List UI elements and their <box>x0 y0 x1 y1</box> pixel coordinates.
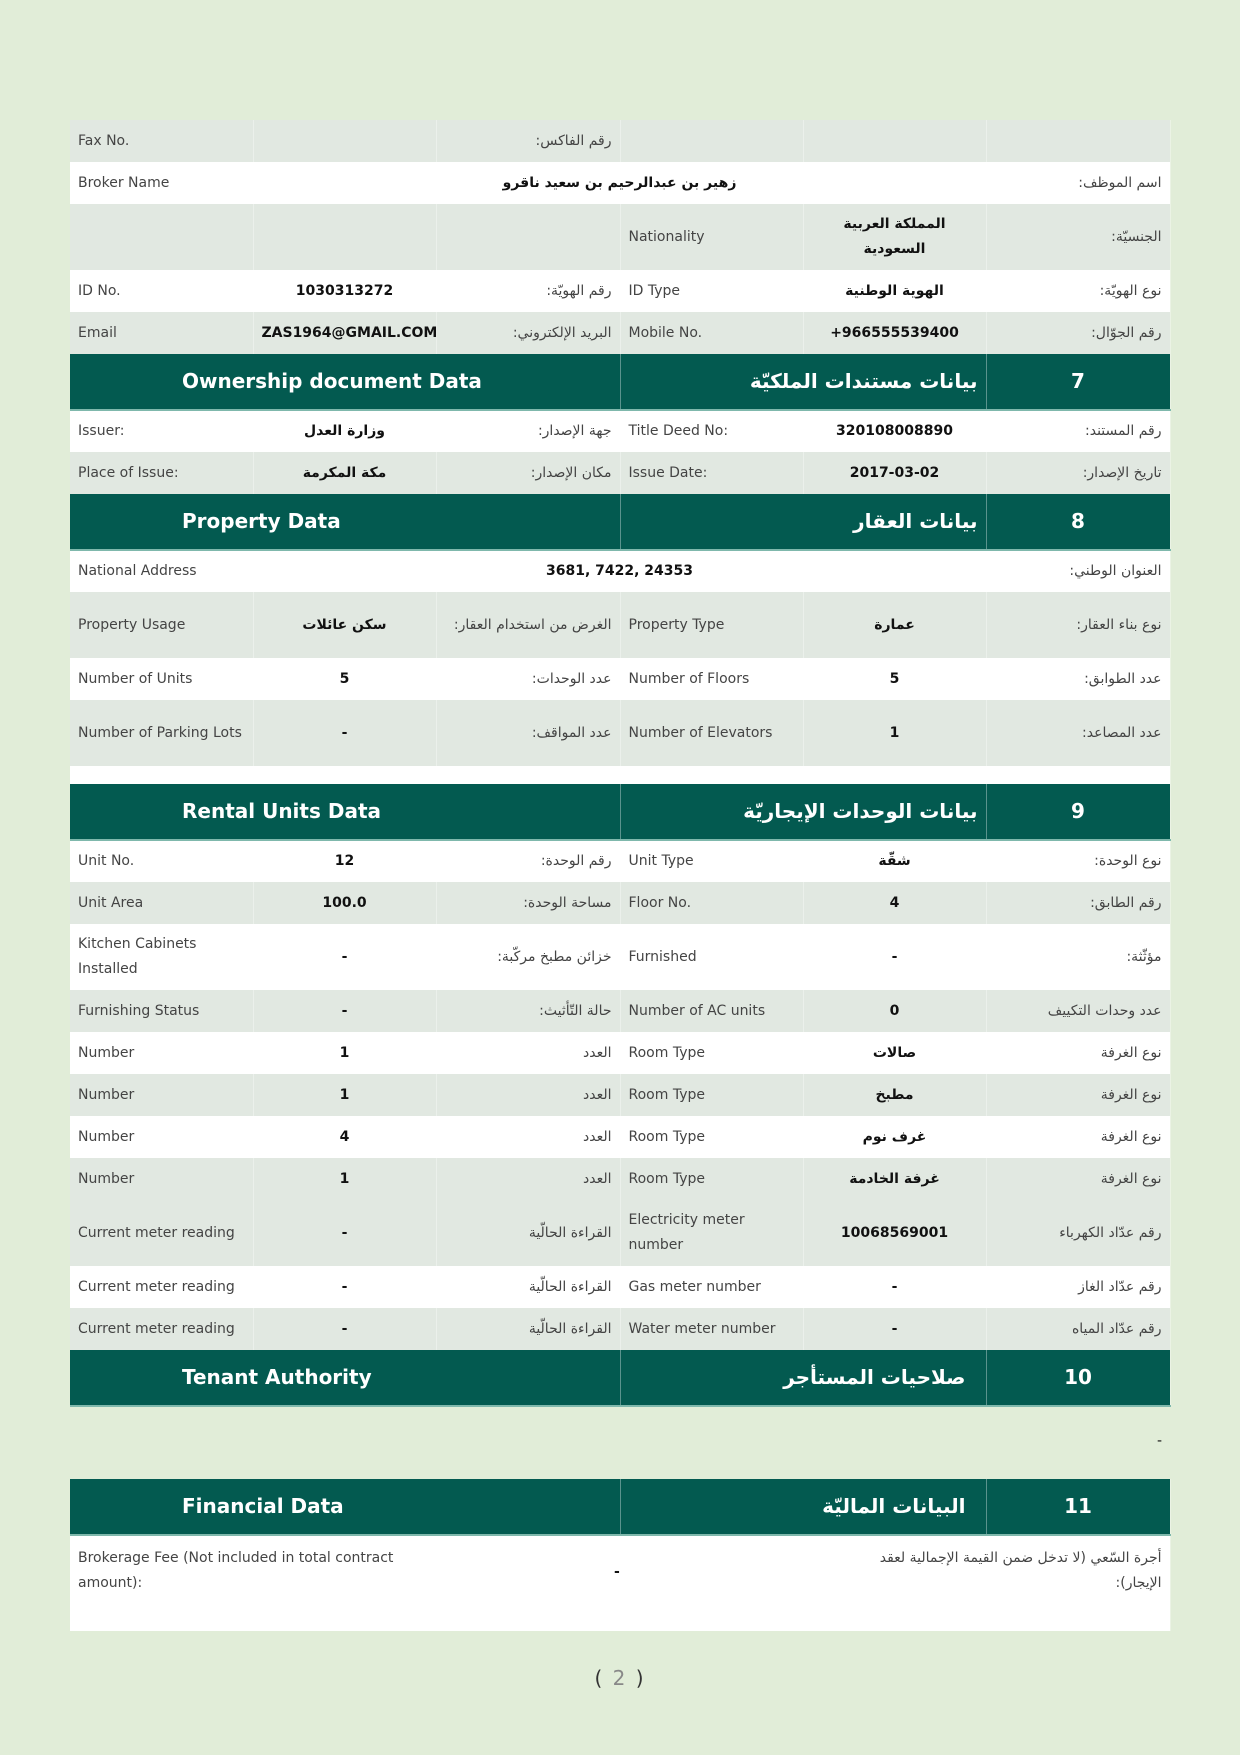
place-of-issue-label-ar: مكان الإصدار: <box>436 452 620 494</box>
meter-row <box>70 1308 1170 1350</box>
floors-count-value: 5 <box>803 658 986 700</box>
id-no-label-en: ID No. <box>70 270 253 312</box>
empty-cell <box>986 120 1170 162</box>
brokerage-fee-value: - <box>614 1564 620 1580</box>
water-meter-label-ar: رقم عدّاد المياه <box>986 1308 1170 1350</box>
room-count-value: 1 <box>253 1032 436 1074</box>
room-count-label-en: Number <box>70 1032 253 1074</box>
property-row <box>70 592 1170 658</box>
id-type-value: الهوية الوطنية <box>803 270 986 312</box>
room-count-value: 4 <box>253 1116 436 1158</box>
tenant-authority-value: - <box>1156 1433 1162 1449</box>
gas-meter-label-ar: رقم عدّاد الغاز <box>986 1266 1170 1308</box>
national-address-label-en: National Address <box>70 550 253 592</box>
rental-units-table <box>70 784 1171 1407</box>
page-number <box>0 1666 1240 1690</box>
fax-label-ar: رقم الفاكس: <box>436 120 620 162</box>
broker-name-label-ar: اسم الموظف: <box>986 162 1170 204</box>
mobile-label-en: Mobile No. <box>620 312 803 354</box>
issuer-label-en: Issuer: <box>70 410 253 452</box>
property-row <box>70 658 1170 700</box>
room-count-label-ar: العدد <box>436 1074 620 1116</box>
contract-table <box>70 120 1171 784</box>
ac-units-label-ar: عدد وحدات التكييف <box>986 990 1170 1032</box>
issue-date-value: 2017-03-02 <box>803 452 986 494</box>
property-type-value: عمارة <box>803 592 986 658</box>
room-count-value: 1 <box>253 1158 436 1200</box>
section-title-en: Financial Data <box>70 1479 620 1535</box>
section-number: 10 <box>986 1350 1170 1406</box>
room-type-value: غرفة الخادمة <box>803 1158 986 1200</box>
title-deed-value: 320108008890 <box>803 410 986 452</box>
contract-page <box>70 120 1170 1631</box>
room-type-label-ar: نوع الغرفة <box>986 1074 1170 1116</box>
unit-no-value: 12 <box>253 840 436 882</box>
nationality-label-en: Nationality <box>620 204 803 270</box>
room-count-label-en: Number <box>70 1158 253 1200</box>
room-count-label-en: Number <box>70 1074 253 1116</box>
section-title-en: Rental Units Data <box>70 784 620 840</box>
current-reading-label-en: Current meter reading <box>70 1266 253 1308</box>
brokerage-fee-row <box>70 1535 1170 1631</box>
room-type-value: مطبخ <box>803 1074 986 1116</box>
floor-no-label-ar: رقم الطابق: <box>986 882 1170 924</box>
empty-cell <box>620 120 803 162</box>
electricity-meter-value: 10068569001 <box>803 1200 986 1266</box>
empty-cell <box>253 204 436 270</box>
rental-row <box>70 924 1170 990</box>
room-row <box>70 1158 1170 1200</box>
section-title-ar: صلاحيات المستأجر <box>620 1350 986 1406</box>
empty-cell <box>803 120 986 162</box>
current-reading-label-en: Current meter reading <box>70 1200 253 1266</box>
room-type-label-ar: نوع الغرفة <box>986 1116 1170 1158</box>
issuer-label-ar: جهة الإصدار: <box>436 410 620 452</box>
section-title-ar: بيانات الوحدات الإيجاريّة <box>620 784 986 840</box>
id-no-label-ar: رقم الهويّة: <box>436 270 620 312</box>
id-type-label-ar: نوع الهويّة: <box>986 270 1170 312</box>
room-type-value: صالات <box>803 1032 986 1074</box>
room-row <box>70 1074 1170 1116</box>
room-count-label-en: Number <box>70 1116 253 1158</box>
national-address-value: 3681, 7422, 24353 <box>253 550 986 592</box>
room-type-label-en: Room Type <box>620 1158 803 1200</box>
broker-name-row <box>70 162 1170 204</box>
current-reading-value: - <box>253 1266 436 1308</box>
nationality-value: المملكة العربية السعودية <box>803 204 986 270</box>
title-deed-label-ar: رقم المستند: <box>986 410 1170 452</box>
section-header-property <box>70 494 1170 550</box>
page-number-close: ) <box>635 1666 646 1690</box>
elevators-label-ar: عدد المصاعد: <box>986 700 1170 766</box>
section-number: 11 <box>986 1479 1170 1535</box>
property-type-label-en: Property Type <box>620 592 803 658</box>
fax-row <box>70 120 1170 162</box>
tenant-authority-content <box>70 1407 1170 1479</box>
unit-type-label-ar: نوع الوحدة: <box>986 840 1170 882</box>
room-type-label-en: Room Type <box>620 1032 803 1074</box>
gas-meter-label-en: Gas meter number <box>620 1266 803 1308</box>
unit-area-label-en: Unit Area <box>70 882 253 924</box>
spacer-row <box>70 766 1170 784</box>
ac-units-value: 0 <box>803 990 986 1032</box>
nationality-row <box>70 204 1170 270</box>
units-count-label-en: Number of Units <box>70 658 253 700</box>
section-number: 8 <box>986 494 1170 550</box>
nationality-label-ar: الجنسيّة: <box>986 204 1170 270</box>
parking-lots-value: - <box>253 700 436 766</box>
elevators-label-en: Number of Elevators <box>620 700 803 766</box>
page-number-open: ( <box>594 1666 605 1690</box>
financial-table <box>70 1479 1171 1631</box>
unit-type-label-en: Unit Type <box>620 840 803 882</box>
spacer <box>70 766 1170 784</box>
mobile-value: +966555539400 <box>803 312 986 354</box>
section-header-rental-units <box>70 784 1170 840</box>
room-count-label-ar: العدد <box>436 1116 620 1158</box>
unit-no-label-en: Unit No. <box>70 840 253 882</box>
room-count-value: 1 <box>253 1074 436 1116</box>
empty-cell <box>436 204 620 270</box>
email-value: ZAS1964@GMAIL.COM <box>253 312 436 354</box>
empty-cell <box>70 204 253 270</box>
brokerage-fee-label-ar-text: أجرة السّعي (لا تدخل ضمن القيمة الإجمالية لعقد الإيجار): <box>879 1550 1162 1591</box>
section-header-tenant-authority <box>70 1350 1170 1406</box>
units-count-label-ar: عدد الوحدات: <box>436 658 620 700</box>
kitchen-cabinets-value: - <box>253 924 436 990</box>
national-address-row <box>70 550 1170 592</box>
units-count-value: 5 <box>253 658 436 700</box>
current-reading-label-ar: القراءة الحالّية <box>436 1308 620 1350</box>
room-type-label-ar: نوع الغرفة <box>986 1158 1170 1200</box>
floor-no-value: 4 <box>803 882 986 924</box>
property-usage-value: سكن عائلات <box>253 592 436 658</box>
national-address-label-ar: العنوان الوطني: <box>986 550 1170 592</box>
rental-row <box>70 882 1170 924</box>
section-title-ar: بيانات مستندات الملكيّة <box>620 354 986 410</box>
room-count-label-ar: العدد <box>436 1032 620 1074</box>
room-type-label-ar: نوع الغرفة <box>986 1032 1170 1074</box>
room-type-value: غرف نوم <box>803 1116 986 1158</box>
electricity-meter-label-en: Electricity meter number <box>620 1200 803 1266</box>
id-no-value: 1030313272 <box>253 270 436 312</box>
gas-meter-value: - <box>803 1266 986 1308</box>
unit-area-value: 100.0 <box>253 882 436 924</box>
section-title-en: Property Data <box>70 494 620 550</box>
ac-units-label-en: Number of AC units <box>620 990 803 1032</box>
ownership-row <box>70 410 1170 452</box>
furnishing-status-label-ar: حالة التّأثيث: <box>436 990 620 1032</box>
kitchen-cabinets-label-ar: خزائن مطبخ مركّبة: <box>436 924 620 990</box>
issuer-value: وزارة العدل <box>253 410 436 452</box>
furnished-label-ar: مؤثّثة: <box>986 924 1170 990</box>
broker-name-value: زهير بن عبدالرحيم بن سعيد ناقرو <box>253 162 986 204</box>
floor-no-label-en: Floor No. <box>620 882 803 924</box>
current-reading-value: - <box>253 1200 436 1266</box>
property-row <box>70 700 1170 766</box>
rental-row <box>70 840 1170 882</box>
title-deed-label-en: Title Deed No: <box>620 410 803 452</box>
section-title-ar: بيانات العقار <box>620 494 986 550</box>
rental-row <box>70 990 1170 1032</box>
place-of-issue-value: مكة المكرمة <box>253 452 436 494</box>
furnished-value: - <box>803 924 986 990</box>
unit-type-value: شقّة <box>803 840 986 882</box>
furnished-label-en: Furnished <box>620 924 803 990</box>
electricity-meter-label-ar: رقم عدّاد الكهرباء <box>986 1200 1170 1266</box>
section-title-ar: البيانات الماليّة <box>620 1479 986 1535</box>
current-reading-value: - <box>253 1308 436 1350</box>
section-header-ownership <box>70 354 1170 410</box>
current-reading-label-ar: القراءة الحالّية <box>436 1266 620 1308</box>
elevators-value: 1 <box>803 700 986 766</box>
floors-count-label-ar: عدد الطوابق: <box>986 658 1170 700</box>
id-type-label-en: ID Type <box>620 270 803 312</box>
mobile-label-ar: رقم الجوّال: <box>986 312 1170 354</box>
furnishing-status-label-en: Furnishing Status <box>70 990 253 1032</box>
section-number: 9 <box>986 784 1170 840</box>
water-meter-value: - <box>803 1308 986 1350</box>
parking-lots-label-en: Number of Parking Lots <box>70 700 253 766</box>
unit-area-label-ar: مساحة الوحدة: <box>436 882 620 924</box>
ownership-row <box>70 452 1170 494</box>
meter-row <box>70 1266 1170 1308</box>
water-meter-label-en: Water meter number <box>620 1308 803 1350</box>
email-label-en: Email <box>70 312 253 354</box>
email-label-ar: البريد الإلكتروني: <box>436 312 620 354</box>
property-usage-label-ar: الغرض من استخدام العقار: <box>436 592 620 658</box>
property-usage-label-en: Property Usage <box>70 592 253 658</box>
furnishing-status-value: - <box>253 990 436 1032</box>
id-row <box>70 270 1170 312</box>
room-type-label-en: Room Type <box>620 1074 803 1116</box>
section-header-financial <box>70 1479 1170 1535</box>
section-title-en: Tenant Authority <box>70 1350 620 1406</box>
current-reading-label-ar: القراءة الحالّية <box>436 1200 620 1266</box>
broker-name-label-en: Broker Name <box>70 162 253 204</box>
brokerage-fee-label-en: Brokerage Fee (Not included in total contract amount): <box>70 1535 620 1631</box>
fax-label-en: Fax No. <box>70 120 253 162</box>
parking-lots-label-ar: عدد المواقف: <box>436 700 620 766</box>
room-count-label-ar: العدد <box>436 1158 620 1200</box>
room-type-label-en: Room Type <box>620 1116 803 1158</box>
place-of-issue-label-en: Place of Issue: <box>70 452 253 494</box>
issue-date-label-en: Issue Date: <box>620 452 803 494</box>
property-type-label-ar: نوع بناء العقار: <box>986 592 1170 658</box>
page-number-value: 2 <box>612 1666 628 1690</box>
meter-row <box>70 1200 1170 1266</box>
current-reading-label-en: Current meter reading <box>70 1308 253 1350</box>
unit-no-label-ar: رقم الوحدة: <box>436 840 620 882</box>
issue-date-label-ar: تاريخ الإصدار: <box>986 452 1170 494</box>
room-row <box>70 1116 1170 1158</box>
floors-count-label-en: Number of Floors <box>620 658 803 700</box>
section-number: 7 <box>986 354 1170 410</box>
room-row <box>70 1032 1170 1074</box>
fax-value <box>253 120 436 162</box>
kitchen-cabinets-label-en: Kitchen Cabinets Installed <box>70 924 253 990</box>
contact-row <box>70 312 1170 354</box>
brokerage-fee-label-ar <box>614 1535 1170 1631</box>
section-title-en: Ownership document Data <box>70 354 620 410</box>
